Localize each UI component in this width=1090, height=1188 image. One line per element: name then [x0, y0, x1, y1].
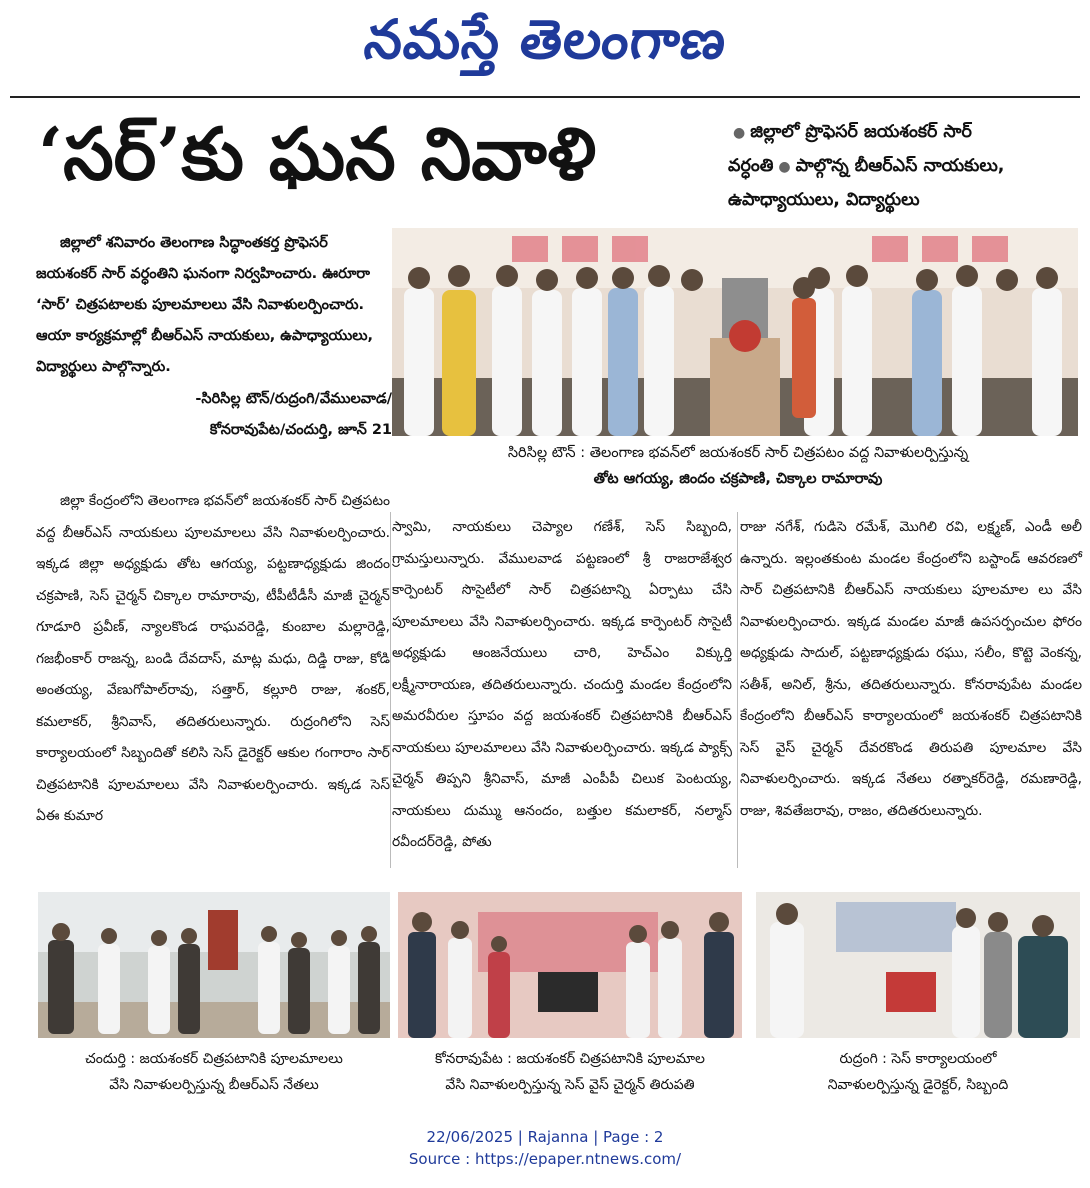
caption-line: వేసి నివాళులర్పిస్తున్న సెస్ వైస్ చైర్మన్ తిరుపతి: [445, 1077, 695, 1093]
dateline-line-2: కోనరావుపేట/చందుర్తి, జూన్ 21: [209, 422, 392, 438]
caption-line: వేసి నివాళులర్పిస్తున్న బీఆర్ఎస్ నేతలు: [109, 1077, 319, 1093]
photo-caption-konaraopet: [398, 1046, 742, 1098]
photo-chandurthi: [38, 892, 390, 1038]
divider: [10, 96, 1080, 98]
caption-line: కోనరావుపేట : జయశంకర్ చిత్రపటానికి పూలమాల: [435, 1051, 705, 1067]
subheadline: [728, 116, 1078, 217]
caption-line-1: సిరిసిల్ల టౌన్ : తెలంగాణ భవన్‌లో జయశంకర్ సార్ చిత్రపటం వద్ద నివాళులర్పిస్తున్న: [507, 445, 969, 461]
photo-caption-chandurthi: [38, 1046, 390, 1098]
photo-caption-rudrangi: [756, 1046, 1080, 1098]
caption-line: చందుర్తి : జయశంకర్ చిత్రపటానికి పూలమాలలు: [85, 1051, 343, 1067]
intro-block: [36, 228, 392, 445]
source-link[interactable]: Source : https://epaper.ntnews.com/: [408, 1150, 682, 1168]
article-column-3: రాజు నగేశ్, గుడిసె రమేశ్, మొగిలి రవి, లక్ష్మణ్, ఎండీ అలీ ఉన్నారు. ఇల్లంతకుంట మండల కేంద్రంలోని బస్టాండ్ ఆవరణలో సార్ చిత్రపటానికి బీఆర్ఎస్ నాయకులు పూలమాల లు వేసి నివాళులర్పించారు. ఇక్కడ మండల మాజీ ఉపసర్పంచుల ఫోరం అధ్యక్షుడు సాదుల్, పట్టణాధ్యక్షుడు రఘు, సలీం, కొట్టె వెంకన్న, సతీశ్, అనిల్, శ్రీను, తదితరులున్నారు. కోనరావుపేట మండల కేంద్రంలోని బీఆర్ఎస్ కార్యాలయంలో జయశంకర్ చిత్రపటానికి సెస్ వైస్ చైర్మన్ దేవరకొండ తిరుపతి పూలమాల వేసి నివాళులర్పించారు. ఇక్కడ నేతలు రత్నాకర్‌రెడ్డి, రమణారెడ్డి, రాజు, శివతేజరావు, రాజం, తదితరులున్నారు.: [740, 519, 1082, 819]
newspaper-logo: నమస్తే తెలంగాణ: [361, 8, 730, 71]
dateline-line-1: -సిరిసిల్ల టౌన్/రుద్రంగి/వేములవాడ/: [195, 391, 392, 407]
photo-rudrangi: [756, 892, 1080, 1038]
masthead: [0, 0, 1090, 90]
subhead-line-1: ● జిల్లాలో ప్రొఫెసర్ జయశంకర్ సార్: [733, 122, 972, 142]
main-photo: [392, 228, 1078, 436]
photo-konaraopet: [398, 892, 742, 1038]
caption-line: నివాళులర్పిస్తున్న డైరెక్టర్, సిబ్బంది: [827, 1077, 1009, 1093]
bullet-icon: ●: [778, 159, 791, 175]
subhead-line-3: ఉపాధ్యాయులు, విద్యార్థులు: [728, 190, 920, 210]
bullet-icon: ●: [733, 125, 746, 141]
column-divider: [737, 512, 738, 868]
edition-info: 22/06/2025 | Rajanna | Page : 2: [426, 1128, 664, 1146]
main-photo-caption: [396, 440, 1080, 492]
page-footer: [0, 1126, 1090, 1170]
article-column-1: జిల్లా కేంద్రంలోని తెలంగాణ భవన్‌లో జయశంకర్ సార్ చిత్రపటం వద్ద బీఆర్ఎస్ నాయకులు పూలమాలలు వేసి నివాళులర్పించారు. ఇక్కడ జిల్లా అధ్యక్షుడు తోట ఆగయ్య, పట్టణాధ్యక్షుడు జిందం చక్రపాణి, సెస్ చైర్మన్ చిక్కాల రామారావు, టీపీటీడీసీ మాజీ చైర్మన్ గూడూరి ప్రవీణ్, న్యాలకొండ రాఘవరెడ్డి, కుంబాల మల్లారెడ్డి, గజభీంకార్ రాజన్న, బండి దేవదాస్, మాట్ల మధు, దిడ్డి రాజు, కోడి అంతయ్య, వేణుగోపాల్‌రావు, సత్తార్, కల్లూరి రాజు, శంకర్, కమలాకర్, శ్రీనివాస్, తదితరులున్నారు. రుద్రంగిలోని సెస్ కార్యాలయంలో సిబ్బందితో కలిసి సెస్ డైరెక్టర్ ఆకుల గంగారాం సార్ చిత్రపటానికి పూలమాలలు వేసి నివాళులర్పించారు. ఇక్కడ సెస్ ఏఈ కుమార: [36, 493, 390, 824]
article-column-2: స్వామి, నాయకులు చెప్యాల గణేశ్, సెస్ సిబ్బంది, గ్రామస్తులున్నారు. వేములవాడ పట్టణంలో శ్రీ రాజరాజేశ్వర కార్పెంటర్ సొసైటీలో సార్ చిత్రపటాన్ని ఏర్పాటు చేసి పూలమాలలు వేసి నివాళులర్పించారు. ఇక్కడ కార్పెంటర్ సొసైటీ అధ్యక్షుడు ఆంజనేయులు చారి, హెచ్ఎం విక్కుర్తి లక్ష్మీనారాయణ, తదితరులున్నారు. చందుర్తి మండల కేంద్రంలోని అమరవీరుల స్తూపం వద్ద జయశంకర్ చిత్రపటానికి బీఆర్ఎస్ నాయకులు పూలమాలలు వేసి నివాళులర్పించారు. ఇక్కడ ప్యాక్స్ చైర్మన్ తిప్పని శ్రీనివాస్, మాజీ ఎంపీపీ చిలుక పెంటయ్య, నాయకులు దుమ్ము ఆనందం, బత్తుల కమలాకర్, నల్మాస్ రవీందర్‌రెడ్డి, పోతు: [392, 519, 732, 850]
caption-line-2: తోట ఆగయ్య, జిందం చక్రపాణి, చిక్కాల రామారావు: [593, 471, 883, 487]
column-divider: [390, 512, 391, 868]
intro-text: జిల్లాలో శనివారం తెలంగాణ సిద్ధాంతకర్త ప్రొఫెసర్ జయశంకర్ సార్ వర్ధంతిని ఘనంగా నిర్వహించారు. ఊరూరా ‘సార్’ చిత్రపటాలకు పూలమాలలు వేసి నివాళులర్పించారు. ఆయా కార్యక్రమాల్లో బీఆర్ఎస్ నాయకులు, ఉపాధ్యాయులు, విద్యార్థులు పాల్గొన్నారు.: [36, 235, 374, 375]
headline: ‘సర్’కు ఘన నివాళి: [38, 111, 597, 196]
subhead-line-2: వర్ధంతి ● పాల్గొన్న బీఆర్ఎస్ నాయకులు,: [728, 156, 1005, 176]
caption-line: రుద్రంగి : సెస్ కార్యాలయంలో: [839, 1051, 997, 1067]
